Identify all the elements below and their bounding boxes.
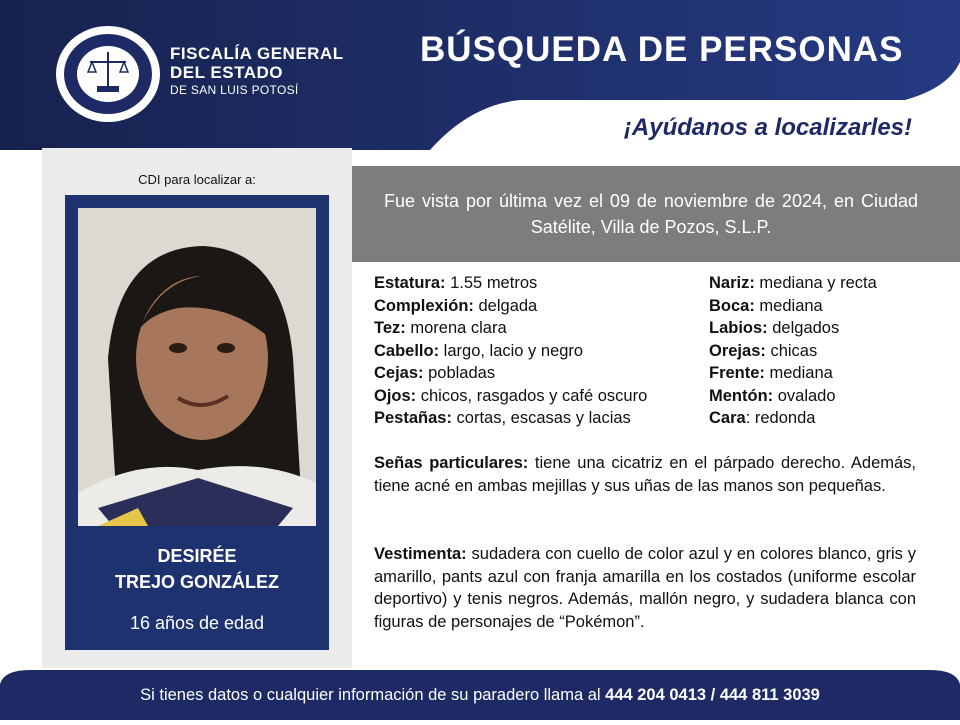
trait-row bbox=[709, 340, 877, 363]
trait-row bbox=[709, 407, 877, 430]
trait-value: mediana bbox=[764, 364, 833, 382]
clothing-text: sudadera con cuello de color azul y en colores blanco, gris y amarillo, pants azul con franja amarilla en los costados (uniforme escolar deportivo) y tenis negros. Además, mallón negro, y sudadera blanca con figuras de personajes de “Pokémon”. bbox=[374, 545, 916, 631]
trait-label: Pestañas: bbox=[374, 409, 452, 427]
trait-label: Nariz: bbox=[709, 274, 755, 292]
clothing-label: Vestimenta: bbox=[374, 545, 467, 563]
profile-panel bbox=[42, 148, 352, 668]
trait-label: Labios: bbox=[709, 319, 768, 337]
trait-value: chicos, rasgados y café oscuro bbox=[416, 386, 648, 405]
trait-value: 1.55 metros bbox=[445, 274, 538, 292]
page-subtitle: ¡Ayúdanos a localizarles! bbox=[623, 114, 912, 141]
fiscalia-seal-icon bbox=[52, 22, 164, 126]
person-last-names: TREJO GONZÁLEZ bbox=[114, 572, 279, 592]
trait-label: Estatura: bbox=[374, 274, 446, 292]
trait-row bbox=[709, 295, 877, 318]
trait-row bbox=[709, 272, 877, 295]
person-name bbox=[65, 543, 329, 595]
person-photo bbox=[78, 208, 316, 526]
distinguishing-marks bbox=[374, 452, 916, 497]
person-first-name: DESIRÉE bbox=[157, 546, 237, 566]
contact-line bbox=[0, 686, 960, 705]
trait-value: largo, lacio y negro bbox=[439, 341, 584, 360]
trait-label: Cara bbox=[709, 409, 746, 427]
distinguishing-marks-text: tiene una cicatriz en el párpado derecho. Además, tiene acné en ambas mejillas y sus uñas de las manos son pequeñas. bbox=[374, 454, 917, 495]
trait-row bbox=[709, 385, 877, 408]
trait-label: Frente: bbox=[709, 364, 765, 382]
trait-value: pobladas bbox=[423, 364, 496, 382]
profile-card bbox=[65, 195, 329, 650]
trait-label: Cabello: bbox=[374, 341, 440, 360]
trait-value: ovalado bbox=[773, 386, 836, 405]
org-line-2: DEL ESTADO bbox=[170, 63, 283, 82]
cdi-label: CDI para localizar a: bbox=[138, 172, 256, 187]
trait-label: Complexión: bbox=[374, 296, 474, 315]
organization-name bbox=[170, 44, 344, 98]
trait-row bbox=[374, 295, 647, 318]
contact-phones: 444 204 0413 / 444 811 3039 bbox=[605, 686, 820, 704]
org-line-3: DE SAN LUIS POTOSÍ bbox=[170, 83, 299, 97]
trait-row bbox=[709, 317, 877, 340]
distinguishing-marks-label: Señas particulares: bbox=[374, 454, 529, 472]
trait-label: Tez: bbox=[374, 319, 406, 337]
traits-left-column bbox=[374, 272, 647, 430]
org-line-1: FISCALÍA GENERAL bbox=[170, 44, 344, 63]
trait-row bbox=[709, 362, 877, 385]
trait-label: Mentón: bbox=[709, 386, 774, 405]
trait-value: chicas bbox=[765, 341, 818, 360]
trait-row bbox=[374, 317, 647, 340]
trait-value: morena clara bbox=[405, 319, 507, 337]
trait-row bbox=[374, 340, 647, 363]
trait-row bbox=[374, 385, 647, 408]
last-seen-text: Fue vista por última vez el 09 de noviembre de 2024, en Ciudad Satélite, Villa de Pozos, S.L.P. bbox=[384, 191, 918, 237]
trait-row bbox=[374, 362, 647, 385]
trait-label: Cejas: bbox=[374, 364, 424, 382]
trait-label: Ojos: bbox=[374, 386, 417, 405]
last-seen-banner bbox=[352, 166, 960, 262]
trait-value: mediana bbox=[754, 296, 823, 315]
trait-label: Boca: bbox=[709, 296, 755, 315]
trait-value: mediana y recta bbox=[754, 274, 877, 292]
person-age: 16 años de edad bbox=[129, 613, 265, 633]
trait-row bbox=[374, 407, 647, 430]
trait-value: : redonda bbox=[745, 409, 816, 427]
trait-label: Orejas: bbox=[709, 341, 766, 360]
trait-row bbox=[374, 272, 647, 295]
trait-value: delgados bbox=[767, 319, 840, 337]
trait-value: delgada bbox=[473, 296, 538, 315]
page-title: BÚSQUEDA DE PERSONAS bbox=[420, 30, 904, 69]
clothing-description bbox=[374, 543, 916, 633]
traits-right-column bbox=[709, 272, 877, 430]
contact-text: Si tienes datos o cualquier información de su paradero llama al bbox=[140, 686, 606, 704]
trait-value: cortas, escasas y lacias bbox=[451, 409, 631, 427]
